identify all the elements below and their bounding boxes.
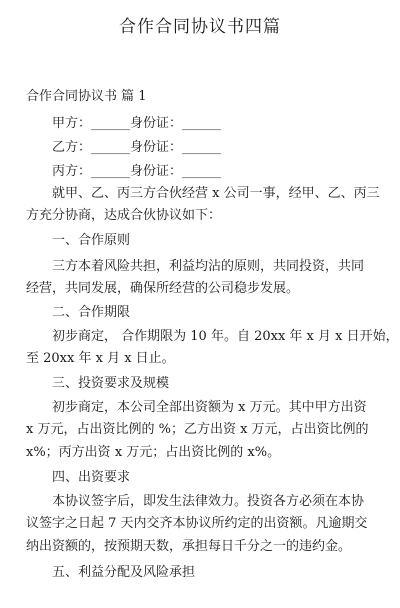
section-4-line-1: 本协议签字后，即发生法律效力。投资各方必须在本协 xyxy=(52,494,365,509)
section-1-line-1: 三方本着风险共担，利益均沾的原则，共同投资，共同 xyxy=(52,259,365,274)
section-2-line-2: 至 20xx 年 x 月 x 日止。 xyxy=(26,351,175,366)
section-3-line-3: x%；丙方出资 x 万元；占出资比例的 x%。 xyxy=(26,445,281,460)
section-3-line-2: x 万元，占出资比例的 %；乙方出资 x 万元，占出资比例的 xyxy=(26,422,369,437)
section-heading-1: 一、合作原则 xyxy=(52,233,131,248)
intro-paragraph-line-2: 方充分协商，达成合伙协议如下： xyxy=(26,208,222,223)
section-2-line-1: 初步商定， 合作期限为 10 年。自 20xx 年 x 月 x 日开始， xyxy=(52,329,399,344)
party-b-line: 乙方：______身份证：______ xyxy=(52,140,222,155)
section-heading-5: 五、利益分配及风险承担 xyxy=(52,565,196,580)
party-c-line: 丙方：______身份证：______ xyxy=(52,164,222,179)
section-1-line-2: 经营，共同发展，确保所经营的公司稳步发展。 xyxy=(26,281,300,296)
section-3-line-1: 初步商定，本公司全部出资额为 x 万元。其中甲方出资 xyxy=(52,400,367,415)
section-4-line-3: 纳出资额的，按预期天数，承担每日千分之一的违约金。 xyxy=(26,539,352,554)
intro-paragraph-line-1: 就甲、乙、丙三方合伙经营 x 公司一事，经甲、乙、丙三 xyxy=(52,186,380,201)
section-4-line-2: 议签字之日起 7 天内交齐本协议所约定的出资额。凡逾期交 xyxy=(26,516,368,531)
party-a-line: 甲方：______身份证：______ xyxy=(52,116,222,131)
section-heading-4: 四、出资要求 xyxy=(52,470,131,485)
document-title: 合作合同协议书四篇 xyxy=(119,17,281,37)
agreement-subtitle: 合作合同协议书 篇 1 xyxy=(26,89,147,104)
section-heading-3: 三、投资要求及规模 xyxy=(52,376,170,391)
section-heading-2: 二、合作期限 xyxy=(52,305,131,320)
